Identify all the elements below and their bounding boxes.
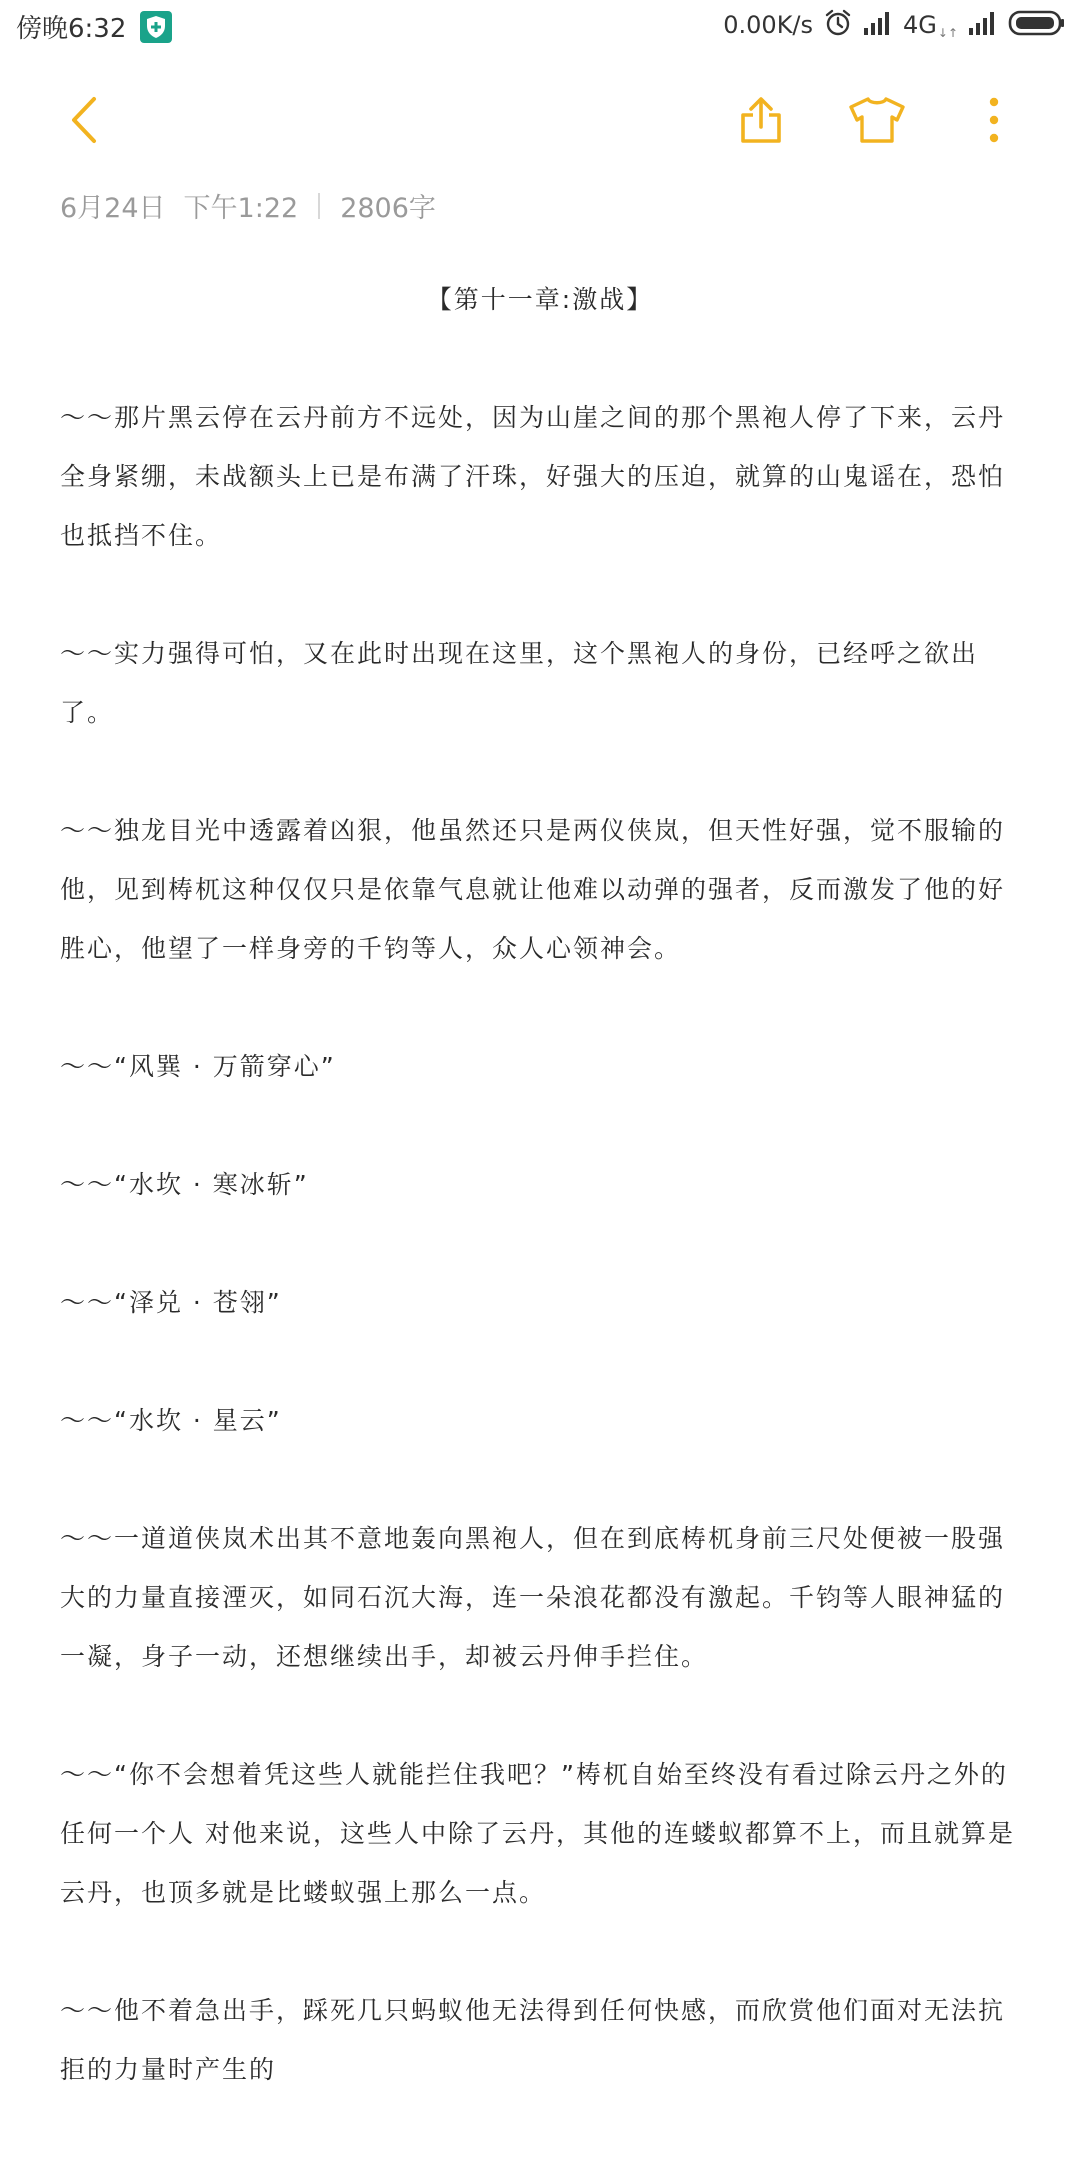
status-right: [723, 8, 1066, 42]
paragraph: ～～“你不会想着凭这些人就能拦住我吧？”梼杌自始至终没有看过除云丹之外的任何一个人 对他来说，这些人中除了云丹，其他的连蝼蚁都算不上，而且就算是云丹，也顶多就是比蝼蚁强上那么一点。: [60, 1760, 1015, 1907]
note-meta: [60, 186, 436, 225]
signal-icon: [863, 10, 893, 40]
shield-icon: [140, 11, 172, 43]
note-date: 6月24日: [60, 193, 166, 224]
paragraph: ～～那片黑云停在云丹前方不远处，因为山崖之间的那个黑袍人停了下来，云丹全身紧绷，未战额头上已是布满了汗珠，好强大的压迫，就算的山鬼谣在，恐怕也抵挡不住。: [60, 403, 1006, 550]
paragraph: ～～一道道侠岚术出其不意地轰向黑袍人，但在到底梼杌身前三尺处便被一股强大的力量直接湮灭，如同石沉大海，连一朵浪花都没有激起。千钧等人眼神猛的一凝，身子一动，还想继续出手，却被云丹伸手拦住。: [60, 1524, 1006, 1671]
paragraph: ～～“水坎 · 星云”: [60, 1406, 282, 1435]
chevron-left-icon: [69, 96, 99, 144]
theme-button[interactable]: [844, 90, 910, 150]
meta-divider: [318, 193, 320, 219]
chapter-title: 【第十一章:激战】: [426, 285, 654, 314]
note-time: 下午1:22: [183, 193, 299, 224]
paragraph: ～～“风巽 · 万箭穿心”: [60, 1052, 336, 1081]
network-activity: ↓↑: [937, 26, 958, 40]
network-speed: 0.00K/s: [723, 11, 814, 39]
back-button[interactable]: [58, 94, 110, 146]
tshirt-icon: [847, 95, 907, 145]
network-type-label: 4G: [903, 11, 937, 39]
status-left: [16, 8, 172, 45]
more-vertical-icon: [987, 97, 1001, 143]
share-button[interactable]: [733, 92, 789, 148]
paragraph: ～～“泽兑 · 苍翎”: [60, 1288, 282, 1317]
network-type: [903, 11, 958, 39]
note-toolbar: [0, 80, 1080, 160]
status-time: 傍晚6:32: [16, 14, 127, 44]
status-bar: [0, 0, 1080, 52]
note-content[interactable]: [60, 270, 1020, 2158]
word-count: 2806字: [340, 193, 436, 224]
signal-icon: [968, 10, 998, 40]
paragraph: ～～他不着急出手，踩死几只蚂蚁他无法得到任何快感，而欣赏他们面对无法抗拒的力量时产生的: [60, 1996, 1006, 2084]
paragraph: ～～“水坎 · 寒冰斩”: [60, 1170, 309, 1199]
alarm-clock-icon: [823, 8, 853, 42]
more-button[interactable]: [974, 92, 1014, 148]
paragraph: ～～实力强得可怕，又在此时出现在这里，这个黑袍人的身份，已经呼之欲出了。: [60, 639, 979, 727]
paragraph: ～～独龙目光中透露着凶狠，他虽然还只是两仪侠岚，但天性好强，觉不服输的他，见到梼杌这种仅仅只是依靠气息就让他难以动弹的强者，反而激发了他的好胜心，他望了一样身旁的千钧等人，众人心领神会。: [60, 816, 1006, 963]
share-icon: [737, 95, 785, 145]
battery-icon: [1008, 9, 1066, 41]
